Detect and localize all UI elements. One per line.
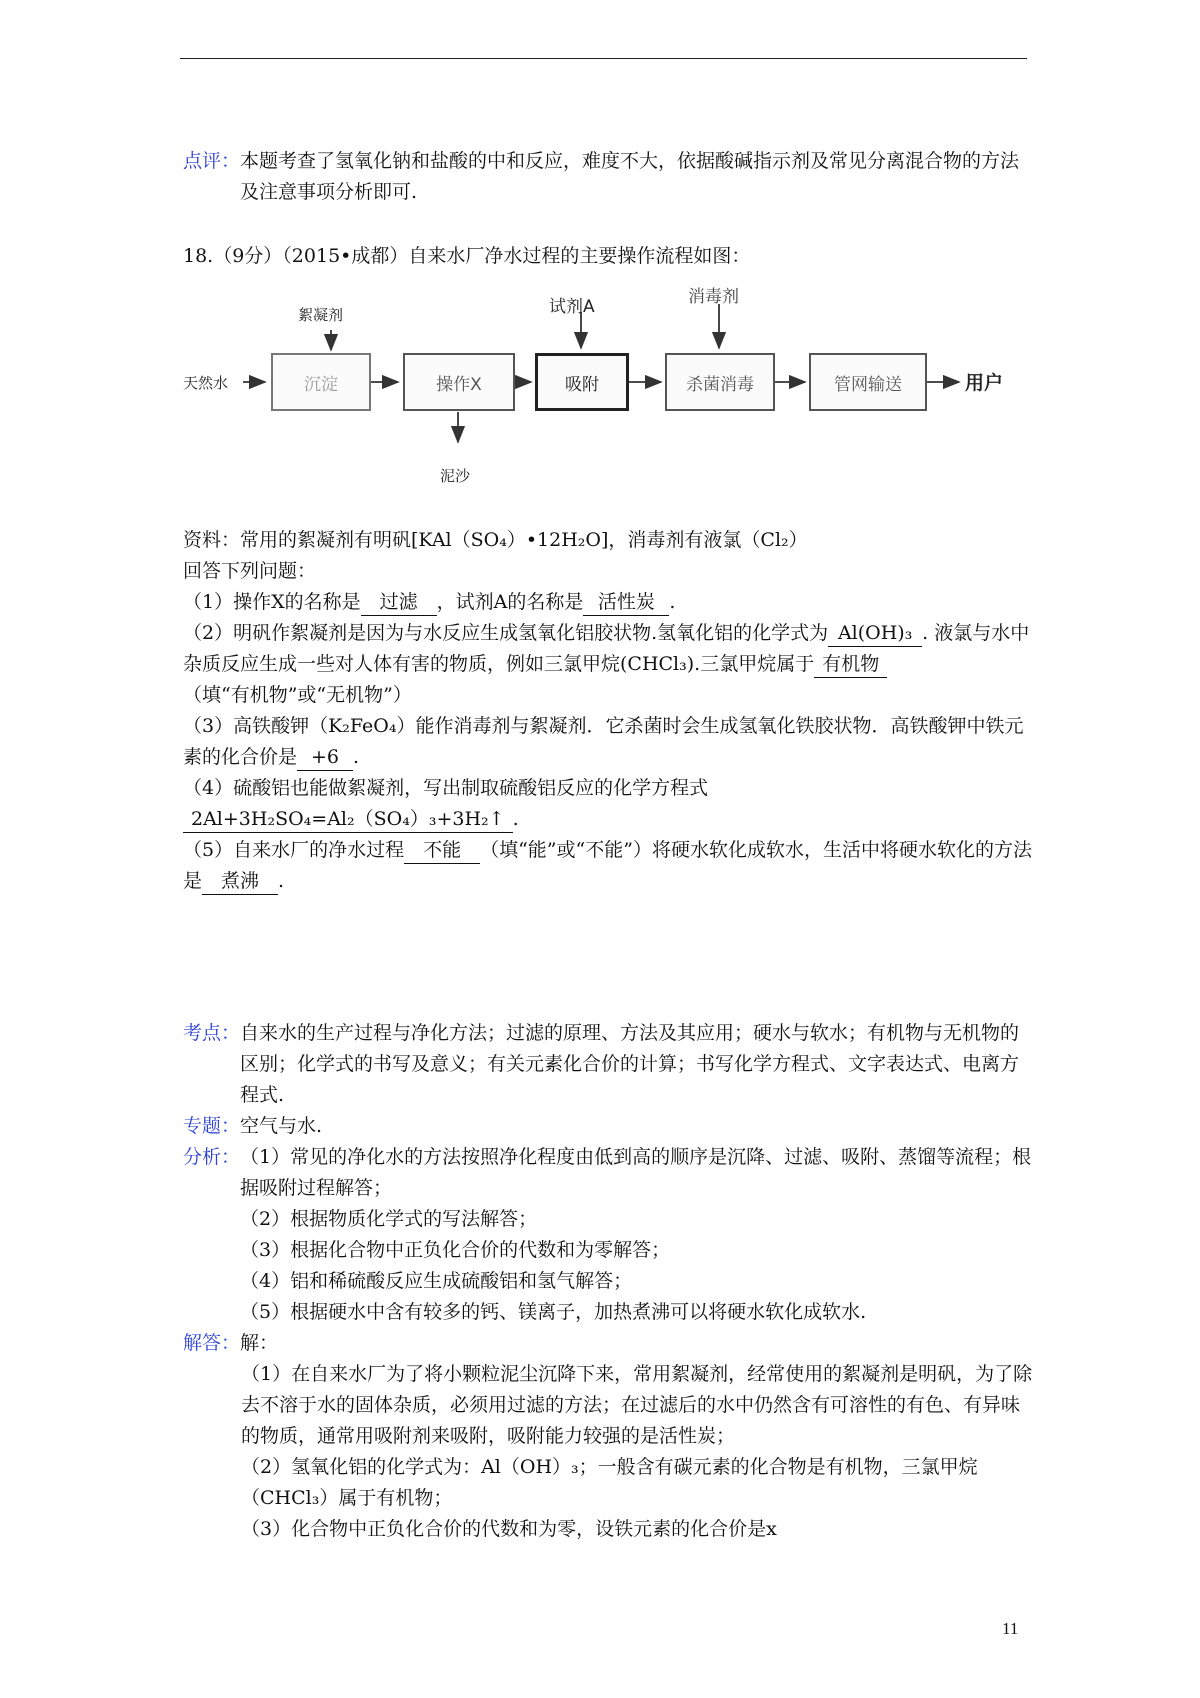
review-block [183,146,1033,208]
q4: （4）硫酸铝也能做絮凝剂，写出制取硫酸铝反应的化学方程式2Al+3H₂SO₄=Al₂（SO₄）₃+3H₂↑ . [183,773,1033,835]
q2-answer-1: Al(OH)₃ [828,620,922,647]
step-sedimentation-box: 沉淀 [271,353,371,411]
diagram-flocculant-label: 絮凝剂 [298,306,344,324]
question-body [183,525,1033,897]
kaodian-text: 自来水的生产过程与净化方法；过滤的原理、方法及其应用；硬水与软水；有机物与无机物的区别；化学式的书写及意义；有关元素化合价的计算；书写化学方程式、文字表达式、电离方程式. [240,1022,1020,1106]
diagram-reagent-a-label: 试剂A [549,297,595,317]
q3-answer: +6 [297,744,353,771]
q4-answer: 2Al+3H₂SO₄=Al₂（SO₄）₃+3H₂↑ [183,806,513,833]
q1: （1）操作X的名称是 过滤 ，试剂A的名称是 活性炭 . [183,587,1033,618]
fenxi-item-2: （2）根据物质化学式的写法解答； [240,1208,538,1230]
q5: （5）自来水厂的净水过程 不能 （填“能”或“不能”）将硬水软化成软水，生活中将硬水软化的方法 是 煮沸 . [183,835,1033,897]
q1-answer-2: 活性炭 [583,589,669,616]
prompt-text: 回答下列问题： [183,560,317,582]
fenxi-item-3: （3）根据化合物中正负化合价的代数和为零解答； [240,1239,671,1261]
page-number: 11 [1002,1619,1019,1638]
q5-answer-2: 煮沸 [202,868,278,895]
jieda-item-1: （1）在自来水厂为了将小颗粒泥尘沉降下来，常用絮凝剂，经常使用的絮凝剂是明矾，为了除去不溶于水的固体杂质，必须用过滤的方法；在过滤后的水中仍然含有可溶性的有色、有异味的物质，通常用吸附剂来吸附，吸附能力较强的是活性炭； [241,1363,1033,1447]
diagram-waste-label: 泥沙 [440,467,471,485]
question-header: 18.（9分）（2015•成都）自来水厂净水过程的主要操作流程如图： [183,245,751,267]
zhuanti-row [183,1111,1033,1142]
q5-answer-1: 不能 [404,837,480,864]
zhuanti-text: 空气与水. [240,1115,323,1137]
step-pipeline-box: 管网输送 [809,353,927,411]
q1-answer-1: 过滤 [361,589,437,616]
diagram-disinfectant-label: 消毒剂 [688,287,739,307]
q2-answer-2: 有机物 [814,651,887,678]
jieda-item-2: （2）氢氧化铝的化学式为：Al（OH）₃；一般含有碳元素的化合物是有机物，三氯甲烷（CHCl₃）属于有机物； [241,1456,978,1509]
fenxi-row [183,1142,1033,1328]
q3: （3）高铁酸钾（K₂FeO₄）能作消毒剂与絮凝剂．它杀菌时会生成氢氧化铁胶状物．高铁酸钾中铁元素的化合价是 +6 . [183,711,1033,773]
material-text: 资料：常用的絮凝剂有明矾[KAl（SO₄）•12H₂O]，消毒剂有液氯（Cl₂） [183,529,808,551]
kaodian-label: 考点： [183,1022,241,1044]
solution-block [183,1018,1033,1545]
jieda-items [183,1359,1033,1545]
step-disinfection-box: 杀菌消毒 [665,353,775,411]
zhuanti-label: 专题： [183,1115,241,1137]
diagram-input-label: 天然水 [183,374,229,392]
kaodian-row [183,1018,1033,1111]
step-operation-x-box: 操作X [403,353,515,411]
jieda-label: 解答： [183,1332,241,1354]
fenxi-item-5: （5）根据硬水中含有较多的钙、镁离子，加热煮沸可以将硬水软化成软水. [240,1301,867,1323]
fenxi-item-4: （4）铝和稀硫酸反应生成硫酸铝和氢气解答； [240,1270,633,1292]
header-rule [180,58,1027,59]
jieda-item-3: （3）化合物中正负化合价的代数和为零，设铁元素的化合价是x [241,1518,777,1540]
review-label: 点评： [183,150,241,172]
q2: （2）明矾作絮凝剂是因为与水反应生成氢氧化铝胶状物.氢氧化铝的化学式为 Al(OH)₃ . 液氯与水中杂质反应生成一些对人体有害的物质，例如三氯甲烷(CHCl₃).三氯甲烷属于 有机物 （填“有机物”或“无机物”） [183,622,1030,706]
fenxi-item-1: （1）常见的净化水的方法按照净化程度由低到高的顺序是沉降、过滤、吸附、蒸馏等流程；根据吸附过程解答； [240,1146,1032,1199]
jieda-row [183,1328,1033,1359]
review-text: 本题考查了氢氧化钠和盐酸的中和反应，难度不大，依据酸碱指示剂及常见分离混合物的方法及注意事项分析即可. [240,150,1020,203]
fenxi-label: 分析： [183,1146,241,1168]
jieda-intro: 解： [240,1332,279,1354]
flow-diagram [183,282,1103,514]
step-adsorption-box: 吸附 [535,353,629,411]
diagram-output-label: 用户 [965,372,1004,394]
